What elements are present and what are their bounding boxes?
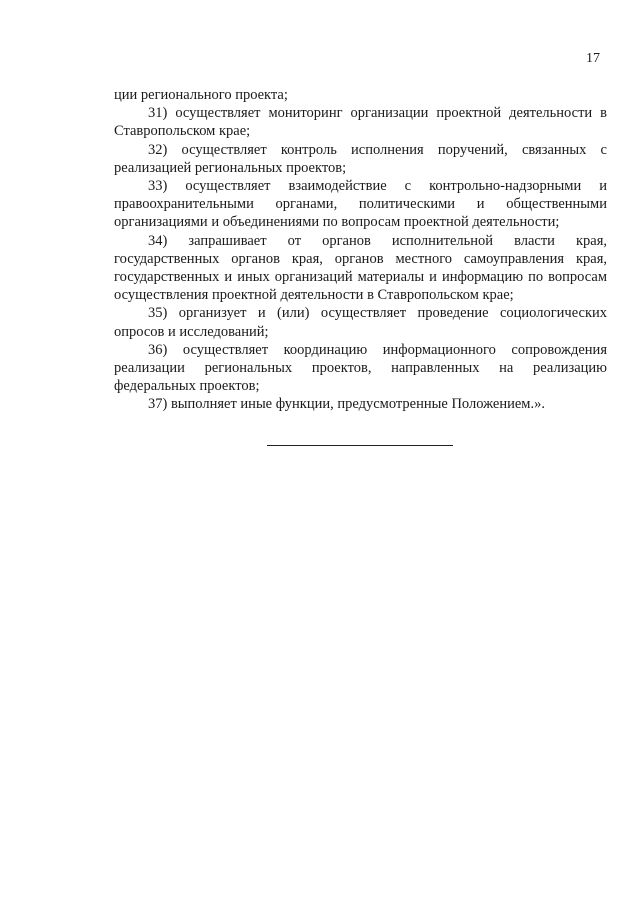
paragraph-item-32: 32) осуществляет контроль исполнения поручений, связанных с реализацией региональных проектов; [114,141,607,176]
document-body [114,86,607,414]
paragraph-item-33: 33) осуществляет взаимодействие с контрольно-надзорными и правоохранительными органами, политическими и общественными организациями и объединениями по вопросам проектной деятельности; [114,178,607,231]
paragraph-item-34: 34) запрашивает от органов исполнительной власти края, государственных органов края, органов местного самоуправления края, государственных и иных организаций материалы и информацию по вопросам осуществления проектной деятельности в Ставропольском крае; [114,232,607,304]
paragraph-item-35: 35) организует и (или) осуществляет проведение социологических опросов и исследований; [114,305,607,340]
paragraph-item-36: 36) осуществляет координацию информационного сопровождения реализации региональных проектов, направленных на реализацию федеральных проектов; [114,341,607,395]
paragraph-item-37: 37) выполняет иные функции, предусмотренные Положением.». [148,396,545,413]
paragraph-item-31: 31) осуществляет мониторинг организации проектной деятельности в Ставропольском крае; [114,105,607,140]
end-separator-line [267,445,453,446]
page-number: 17 [586,51,600,66]
paragraph-continuation: ции регионального проекта; [114,87,288,103]
